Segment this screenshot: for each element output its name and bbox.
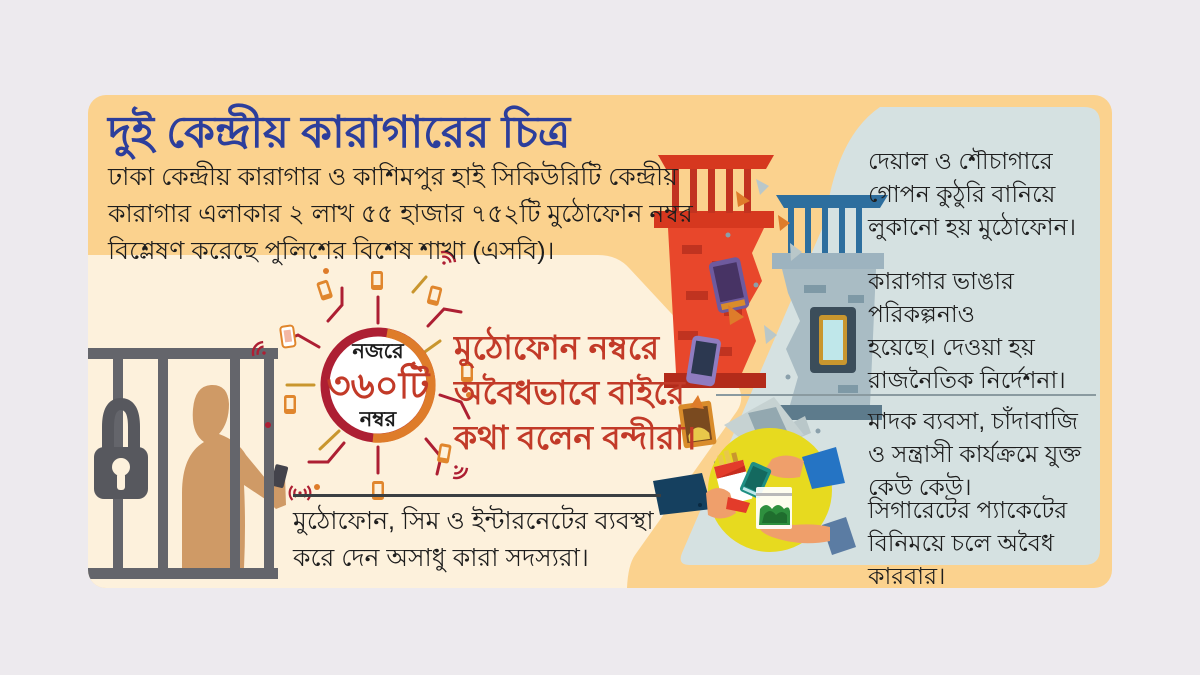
right-panel-line: দেয়াল ও শৌচাগারে — [868, 148, 1053, 174]
badge-label — [310, 333, 446, 439]
headline-line: কথা বলেন বন্দীরা। — [454, 419, 697, 456]
right-panel-line: বিনিময়ে চলে অবৈধ কারবার। — [868, 530, 1055, 588]
right-panel-line: গোপন কুঠুরি বানিয়ে — [868, 181, 1056, 207]
badge-label-top: নজরে — [352, 340, 404, 363]
infographic-card — [88, 95, 1112, 588]
badge-number: ৩৬০টি — [326, 365, 430, 406]
left-note — [293, 503, 654, 577]
left-note-line: মুঠোফোন, সিম ও ইন্টারনেটের ব্যবস্থা — [293, 507, 654, 535]
right-panel-block-2 — [868, 265, 1112, 397]
headline-line: অবৈধভাবে বাইরে — [454, 374, 685, 411]
intro-line: ঢাকা কেন্দ্রীয় কারাগার ও কাশিমপুর হাই সিকিউরিটি কেন্দ্রীয় — [108, 163, 678, 191]
red-headline — [454, 325, 696, 460]
left-divider-line — [293, 494, 661, 497]
right-panel-line: মাদক ব্যবসা, চাঁদাবাজি — [868, 408, 1078, 434]
drug-bag-icon — [756, 487, 792, 529]
intro-paragraph — [108, 159, 693, 270]
right-panel-line: লুকানো হয় মুঠোফোন। — [868, 214, 1077, 240]
intro-line: কারাগার এলাকার ২ লাখ ৫৫ হাজার ৭৫২টি মুঠোফোন নম্বর — [108, 200, 693, 228]
right-panel-block-3 — [868, 405, 1112, 504]
right-panel-line: কারাগার ভাঙার পরিকল্পনাও — [868, 268, 1014, 327]
right-panel-line: কেউ কেউ। — [868, 474, 972, 500]
badge-label-bottom: নম্বর — [359, 408, 397, 431]
right-panel-line: রাজনৈতিক নির্দেশনা। — [868, 367, 1066, 393]
right-panel-block-4 — [868, 494, 1112, 588]
right-panel-line: হয়েছে। দেওয়া হয় — [868, 334, 1035, 360]
page-title: দুই কেন্দ্রীয় কারাগারের চিত্র — [108, 108, 571, 157]
left-note-line: করে দেন অসাধু কারা সদস্যরা। — [293, 544, 589, 572]
right-divider-line — [716, 394, 1096, 396]
right-panel-line: সিগারেটের প্যাকেটের — [868, 497, 1068, 523]
headline-line: মুঠোফোন নম্বরে — [454, 329, 660, 366]
intro-line: বিশ্লেষণ করেছে পুলিশের বিশেষ শাখা (এসবি)। — [108, 237, 555, 265]
right-panel-line: ও সন্ত্রাসী কার্যক্রমে যুক্ত — [868, 441, 1082, 467]
right-panel-block-1 — [868, 145, 1112, 244]
